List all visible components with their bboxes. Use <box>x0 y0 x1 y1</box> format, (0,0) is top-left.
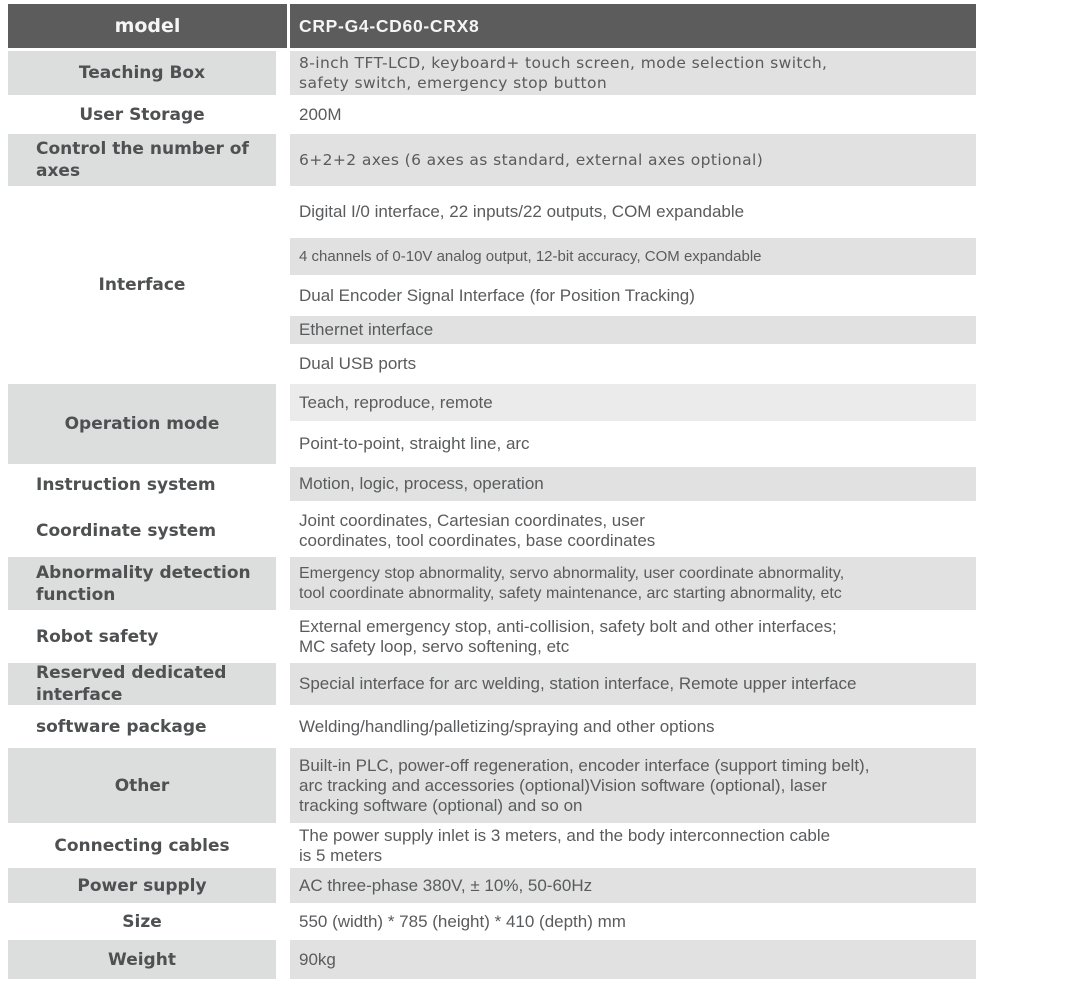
spec-label <box>8 903 276 940</box>
spec-value <box>290 868 976 903</box>
spec-value <box>290 748 976 823</box>
spec-row-connecting-cables <box>8 823 976 868</box>
spec-row-weight <box>8 940 976 979</box>
spec-value <box>290 423 976 464</box>
spec-value <box>290 186 976 238</box>
spec-value-line: 6+2+2 axes (6 axes as standard, external axes optional) <box>299 151 764 169</box>
spec-value <box>290 384 976 421</box>
spec-label <box>8 940 276 979</box>
spec-label-text: Connecting cables <box>54 835 230 856</box>
spec-value-line: Special interface for arc welding, station interface, Remote upper interface <box>299 674 857 693</box>
spec-value-line: 200M <box>299 104 342 124</box>
spec-label-line: Reserved dedicated <box>36 663 227 683</box>
spec-label-text: Instruction system <box>36 474 216 495</box>
spec-value <box>290 134 976 186</box>
spec-value-line: tool coordinate abnormality, safety maintenance, arc starting abnormality, etc <box>299 584 842 602</box>
spec-row-power-supply <box>8 868 976 903</box>
spec-value <box>290 557 976 610</box>
spec-label <box>8 557 276 610</box>
spec-row-user-storage <box>8 95 976 134</box>
spec-value-line: tracking software (optional) and so on <box>299 795 583 815</box>
spec-value-line: Joint coordinates, Cartesian coordinates, user <box>299 511 645 530</box>
spec-label <box>8 186 276 384</box>
spec-row-control-axes <box>8 134 976 186</box>
spec-label <box>8 705 276 748</box>
spec-label-line: Abnormality detection <box>36 562 251 583</box>
spec-value <box>290 344 976 384</box>
spec-value <box>290 51 976 95</box>
spec-label <box>8 134 276 186</box>
spec-label-text: Teaching Box <box>78 63 206 83</box>
spec-value <box>290 238 976 275</box>
spec-value-line: Dual Encoder Signal Interface (for Position Tracking) <box>299 285 695 305</box>
spec-value-line: 4 channels of 0-10V analog output, 12-bit accuracy, COM expandable <box>299 247 762 265</box>
spec-value-line: The power supply inlet is 3 meters, and the body interconnection cable <box>299 825 831 845</box>
spec-row-robot-safety <box>8 610 976 663</box>
spec-value-line: AC three-phase 380V, ± 10%, 50-60Hz <box>299 875 593 895</box>
spec-label <box>8 610 276 663</box>
spec-value-line: coordinates, tool coordinates, base coordinates <box>299 531 656 550</box>
spec-label <box>8 663 276 705</box>
spec-table <box>8 4 976 979</box>
spec-row-reserved-interface <box>8 663 976 705</box>
spec-value <box>290 610 976 663</box>
spec-header-model-label <box>8 4 287 48</box>
spec-row-abnormality-detection <box>8 557 976 610</box>
spec-value-line: Ethernet interface <box>299 320 434 339</box>
spec-value-line: Point-to-point, straight line, arc <box>299 433 530 453</box>
spec-label-text: Weight <box>108 949 176 970</box>
spec-row-teaching-box <box>8 51 976 95</box>
spec-value-line: MC safety loop, servo softening, etc <box>299 636 570 656</box>
spec-value-line: Teach, reproduce, remote <box>299 392 493 412</box>
spec-label <box>8 823 276 868</box>
spec-value <box>290 663 976 705</box>
spec-row-interface <box>8 186 976 384</box>
spec-value-line: Built-in PLC, power-off regeneration, encoder interface (support timing belt), <box>299 755 870 775</box>
spec-label-line: function <box>36 584 116 605</box>
spec-label-text: Power supply <box>77 875 207 896</box>
spec-label-text: Size <box>122 911 162 932</box>
spec-value-line: safety switch, emergency stop button <box>299 74 608 92</box>
spec-label-text: software package <box>36 716 207 737</box>
spec-row-software-package <box>8 705 976 748</box>
spec-value-line: is 5 meters <box>299 845 383 865</box>
spec-label-line: Control the number of <box>36 139 249 159</box>
spec-value-line: Dual USB ports <box>299 354 417 373</box>
spec-value <box>290 940 976 979</box>
spec-value <box>290 823 976 868</box>
spec-label-text: Interface <box>98 275 186 295</box>
spec-label <box>8 464 276 505</box>
spec-row-size <box>8 903 976 940</box>
header-value-text: CRP-G4-CD60-CRX8 <box>299 16 480 36</box>
spec-value-line: 8-inch TFT-LCD, keyboard+ touch screen, mode selection switch, <box>299 54 828 72</box>
spec-value-line: Digital I/0 interface, 22 inputs/22 outputs, COM expandable <box>299 202 745 221</box>
spec-row-operation-mode <box>8 384 976 464</box>
header-label-text: model <box>114 15 181 37</box>
spec-value-line: External emergency stop, anti-collision, safety bolt and other interfaces; <box>299 616 837 636</box>
spec-value <box>290 903 976 940</box>
spec-label-line: axes <box>36 161 81 181</box>
spec-value-line: Welding/handling/palletizing/spraying and other options <box>299 716 715 736</box>
spec-label-text: User Storage <box>79 104 205 125</box>
spec-value-line: 550 (width) * 785 (height) * 410 (depth) mm <box>299 911 626 931</box>
spec-value-line: Emergency stop abnormality, servo abnormality, user coordinate abnormality, <box>299 564 845 582</box>
spec-value <box>290 316 976 344</box>
spec-row-coordinate-system <box>8 505 976 557</box>
spec-label <box>8 51 276 95</box>
spec-value <box>290 505 976 557</box>
spec-value <box>290 95 976 134</box>
spec-label <box>8 505 276 557</box>
spec-label <box>8 384 276 464</box>
spec-row-instruction-system <box>8 464 976 505</box>
spec-label-text: Operation mode <box>64 414 220 434</box>
spec-header-model-value <box>290 4 976 48</box>
spec-header-row <box>8 4 976 48</box>
spec-value-line: Motion, logic, process, operation <box>299 474 544 493</box>
spec-label <box>8 748 276 823</box>
spec-value-line: arc tracking and accessories (optional)Vision software (optional), laser <box>299 775 827 795</box>
spec-row-other <box>8 748 976 823</box>
spec-value <box>290 705 976 748</box>
spec-label-text: Robot safety <box>36 626 159 647</box>
spec-label <box>8 95 276 134</box>
spec-label-text: Other <box>114 775 170 796</box>
spec-label-text: Coordinate system <box>36 521 217 541</box>
spec-label <box>8 868 276 903</box>
spec-value <box>290 275 976 316</box>
spec-value <box>290 467 976 501</box>
spec-label-line: interface <box>36 685 123 705</box>
spec-value-line: 90kg <box>299 949 336 969</box>
